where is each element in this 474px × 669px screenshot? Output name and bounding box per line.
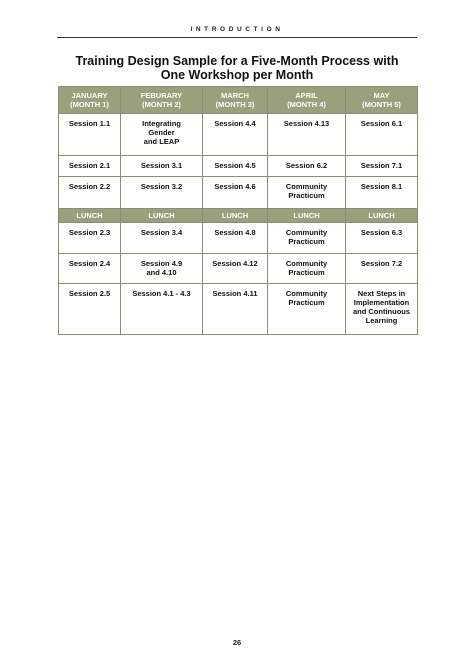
table-cell: Session 8.1 [346,177,418,209]
table-cell: Integrating Gender and LEAP [121,114,203,156]
table-row [59,223,418,254]
table-cell: Session 7.1 [346,156,418,177]
column-header-may: MAY (MONTH 5) [346,87,418,114]
table-cell: Session 6.1 [346,114,418,156]
table-cell: Next Steps in Implementation and Continuous Learning [346,284,418,335]
title-line-1: Training Design Sample for a Five-Month Process with [75,54,399,68]
table-cell: Session 3.4 [121,223,203,254]
title-line-2: One Workshop per Month [160,68,314,82]
lunch-cell: LUNCH [59,209,121,223]
table-row [59,156,418,177]
table-row [59,177,418,209]
table-cell: Session 4.8 [203,223,268,254]
table-cell: Community Practicum [268,177,346,209]
table-cell: Session 1.1 [59,114,121,156]
table-cell: Session 2.3 [59,223,121,254]
column-header-march: MARCH (MONTH 3) [203,87,268,114]
table-cell: Session 4.13 [268,114,346,156]
training-schedule-table [58,86,418,335]
table-cell: Session 4.11 [203,284,268,335]
table-cell: Session 4.6 [203,177,268,209]
lunch-row [59,209,418,223]
table-row [59,284,418,335]
lunch-cell: LUNCH [121,209,203,223]
page-number: 26 [232,638,242,647]
table-row [59,254,418,284]
table-cell: Session 2.2 [59,177,121,209]
table-cell: Community Practicum [268,284,346,335]
table-cell: Session 2.5 [59,284,121,335]
table-cell: Session 3.2 [121,177,203,209]
table-cell: Session 4.12 [203,254,268,284]
table-cell: Session 4.4 [203,114,268,156]
table-cell: Session 6.2 [268,156,346,177]
table-row [59,114,418,156]
table-cell: Session 3.1 [121,156,203,177]
lunch-cell: LUNCH [346,209,418,223]
table-cell: Session 7.2 [346,254,418,284]
table-header-row [59,87,418,114]
section-header: INTRODUCTION [190,26,284,33]
table-cell: Community Practicum [268,254,346,284]
table-cell: Community Practicum [268,223,346,254]
document-title [40,54,434,82]
column-header-april: APRIL (MONTH 4) [268,87,346,114]
table-cell: Session 2.4 [59,254,121,284]
column-header-january: JANUARY (MONTH 1) [59,87,121,114]
header-divider [57,37,417,38]
table-cell: Session 4.1 - 4.3 [121,284,203,335]
table-cell: Session 4.9 and 4.10 [121,254,203,284]
lunch-cell: LUNCH [268,209,346,223]
table-cell: Session 2.1 [59,156,121,177]
column-header-february: FEBURARY (MONTH 2) [121,87,203,114]
table-cell: Session 6.3 [346,223,418,254]
table-cell: Session 4.5 [203,156,268,177]
lunch-cell: LUNCH [203,209,268,223]
